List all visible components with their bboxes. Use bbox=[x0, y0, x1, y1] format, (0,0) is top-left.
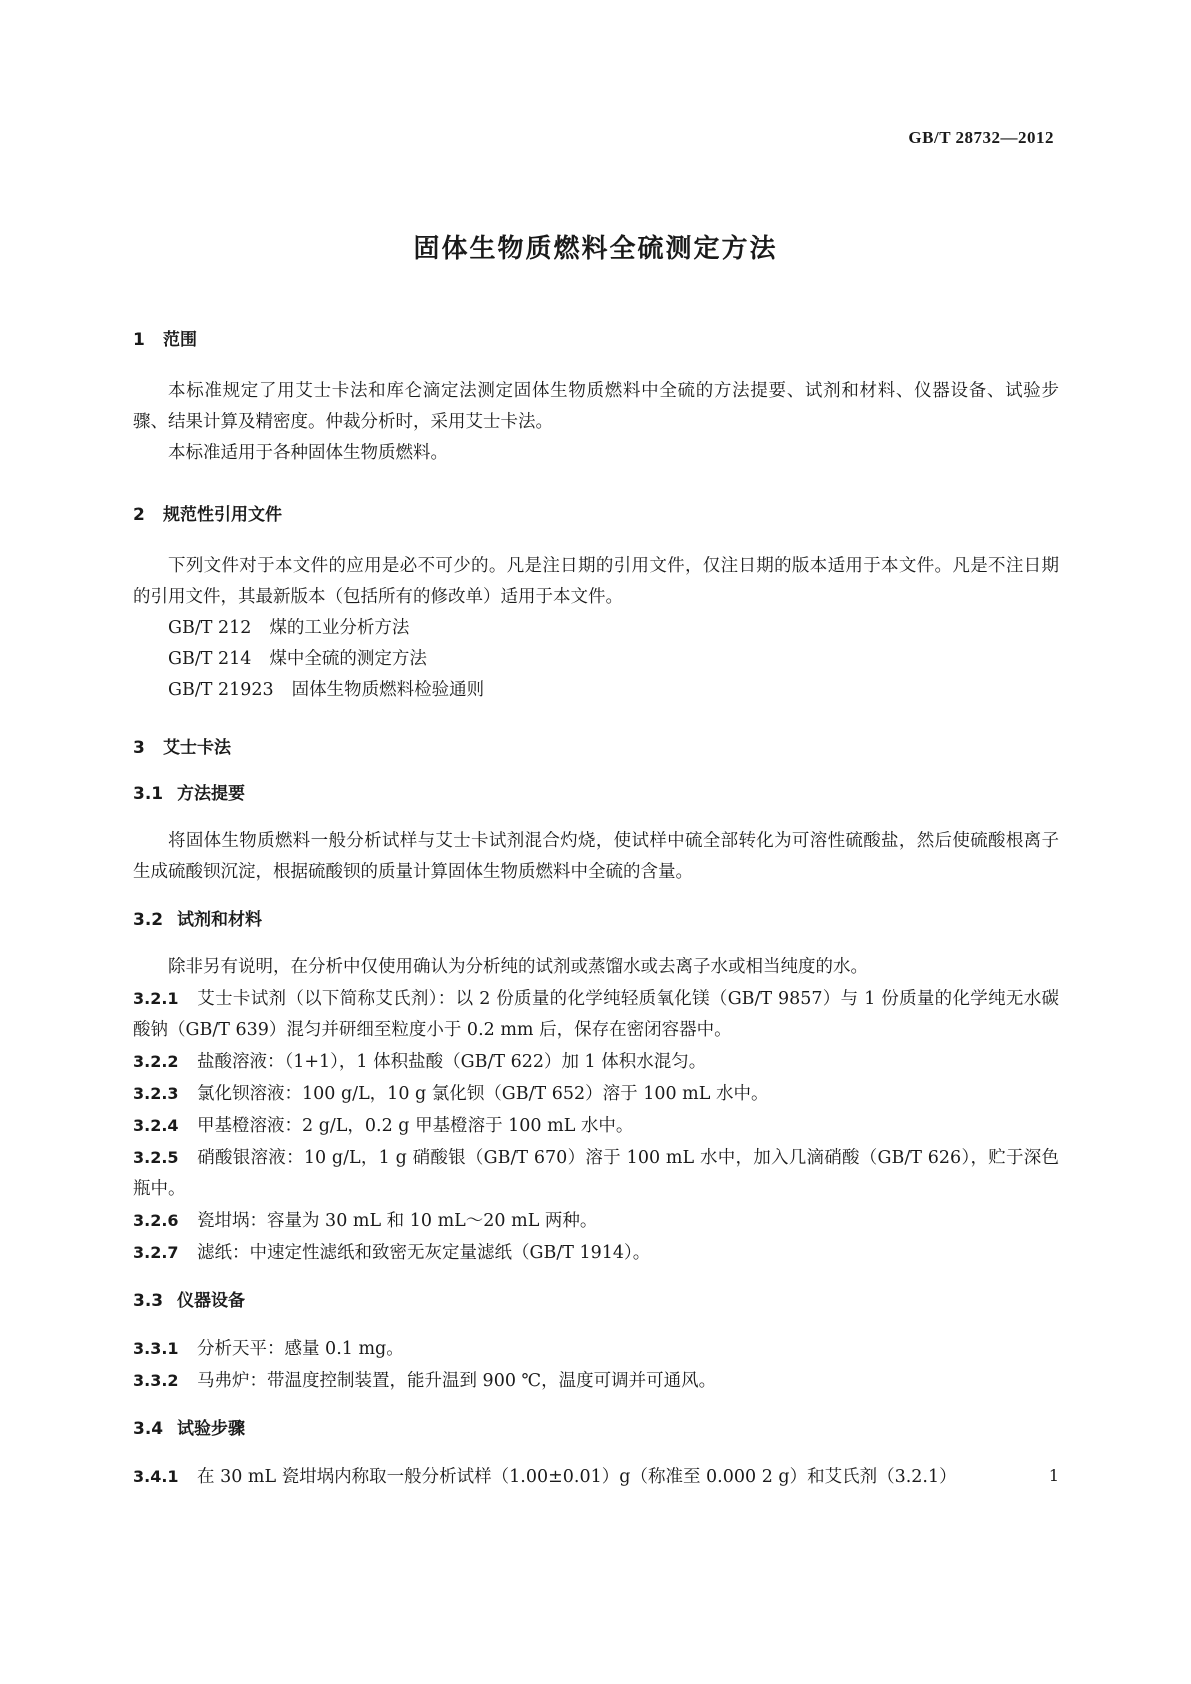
subsection-3-2-heading bbox=[133, 908, 1059, 932]
section-3-heading bbox=[133, 736, 1059, 760]
section-title: 规范性引用文件 bbox=[163, 505, 282, 525]
reference-item bbox=[133, 675, 1059, 706]
clause-number: 3.2.4 bbox=[133, 1116, 179, 1135]
clause-text: 硝酸银溶液：10 g/L，1 g 硝酸银（GB/T 670）溶于 100 mL 水中，加入几滴硝酸（GB/T 626），贮于深色瓶中。 bbox=[133, 1148, 1059, 1199]
subsection-title: 试验步骤 bbox=[177, 1419, 245, 1439]
clause-text: 氯化钡溶液：100 g/L，10 g 氯化钡（GB/T 652）溶于 100 mL 水中。 bbox=[197, 1084, 769, 1104]
clause-item bbox=[133, 1110, 1059, 1142]
clause-text: 分析天平：感量 0.1 mg。 bbox=[197, 1339, 404, 1359]
reference-title: 煤中全硫的测定方法 bbox=[269, 649, 427, 669]
reference-item bbox=[133, 613, 1059, 644]
subsection-number: 3.4 bbox=[133, 1419, 164, 1439]
clause-text: 马弗炉：带温度控制装置，能升温到 900 ℃，温度可调并可通风。 bbox=[197, 1371, 717, 1391]
subsection-3-4-heading bbox=[133, 1417, 1059, 1441]
clause-item bbox=[133, 1365, 1059, 1397]
clause-number: 3.2.7 bbox=[133, 1243, 179, 1262]
clause-item bbox=[133, 1205, 1059, 1237]
clause-number: 3.3.1 bbox=[133, 1339, 179, 1358]
paragraph: 下列文件对于本文件的应用是必不可少的。凡是注日期的引用文件，仅注日期的版本适用于本文件。凡是不注日期的引用文件，其最新版本（包括所有的修改单）适用于本文件。 bbox=[133, 556, 1059, 607]
reference-code: GB/T 212 bbox=[168, 618, 252, 638]
section-number: 3 bbox=[133, 738, 145, 758]
clause-number: 3.2.6 bbox=[133, 1211, 179, 1230]
reference-code: GB/T 21923 bbox=[168, 680, 274, 700]
clause-text: 在 30 mL 瓷坩埚内称取一般分析试样（1.00±0.01）g（称准至 0.000 2 g）和艾氏剂（3.2.1） bbox=[197, 1467, 957, 1487]
clause-number: 3.4.1 bbox=[133, 1467, 179, 1486]
clause-number: 3.2.3 bbox=[133, 1084, 179, 1103]
paragraph: 除非另有说明，在分析中仅使用确认为分析纯的试剂或蒸馏水或去离子水或相当纯度的水。 bbox=[168, 957, 868, 977]
clause-item bbox=[133, 1461, 1059, 1493]
subsection-number: 3.3 bbox=[133, 1291, 164, 1311]
section-number: 1 bbox=[133, 330, 145, 350]
clause-number: 3.2.2 bbox=[133, 1052, 179, 1071]
clause-item bbox=[133, 1333, 1059, 1365]
clause-text: 盐酸溶液：（1+1），1 体积盐酸（GB/T 622）加 1 体积水混匀。 bbox=[197, 1052, 707, 1072]
clause-text: 滤纸：中速定性滤纸和致密无灰定量滤纸（GB/T 1914）。 bbox=[197, 1243, 651, 1263]
paragraph: 将固体生物质燃料一般分析试样与艾士卡试剂混合灼烧，使试样中硫全部转化为可溶性硫酸盐，然后使硫酸根离子生成硫酸钡沉淀，根据硫酸钡的质量计算固体生物质燃料中全硫的含量。 bbox=[133, 831, 1059, 882]
clause-item bbox=[133, 1046, 1059, 1078]
document-title: 固体生物质燃料全硫测定方法 bbox=[413, 234, 778, 264]
subsection-number: 3.2 bbox=[133, 910, 164, 930]
subsection-3-1-heading bbox=[133, 782, 1059, 806]
clause-item bbox=[133, 1078, 1059, 1110]
clause-text: 艾士卡试剂（以下简称艾氏剂）：以 2 份质量的化学纯轻质氧化镁（GB/T 9857）与 1 份质量的化学纯无水碳酸钠（GB/T 639）混匀并研细至粒度小于 0.2 mm 后，保存在密闭容器中。 bbox=[133, 989, 1059, 1040]
reference-title: 煤的工业分析方法 bbox=[269, 618, 410, 638]
clause-number: 3.2.1 bbox=[133, 989, 179, 1008]
reference-title: 固体生物质燃料检验通则 bbox=[291, 680, 485, 700]
reference-code: GB/T 214 bbox=[168, 649, 252, 669]
subsection-number: 3.1 bbox=[133, 784, 164, 804]
clause-item bbox=[133, 1142, 1059, 1205]
paragraph: 本标准规定了用艾士卡法和库仑滴定法测定固体生物质燃料中全硫的方法提要、试剂和材料、仪器设备、试验步骤、结果计算及精密度。仲裁分析时，采用艾士卡法。 bbox=[133, 381, 1059, 432]
subsection-title: 方法提要 bbox=[177, 784, 245, 804]
subsection-title: 试剂和材料 bbox=[177, 910, 262, 930]
paragraph: 本标准适用于各种固体生物质燃料。 bbox=[168, 443, 448, 463]
section-number: 2 bbox=[133, 505, 145, 525]
standard-code: GB/T 28732—2012 bbox=[908, 128, 1054, 147]
section-title: 范围 bbox=[163, 330, 197, 350]
document-body bbox=[133, 328, 1059, 1493]
section-title: 艾士卡法 bbox=[163, 738, 231, 758]
clause-number: 3.3.2 bbox=[133, 1371, 179, 1390]
subsection-title: 仪器设备 bbox=[177, 1291, 245, 1311]
clause-item bbox=[133, 983, 1059, 1046]
clause-text: 甲基橙溶液：2 g/L，0.2 g 甲基橙溶于 100 mL 水中。 bbox=[197, 1116, 634, 1136]
section-2-heading bbox=[133, 503, 1059, 527]
clause-text: 瓷坩埚：容量为 30 mL 和 10 mL～20 mL 两种。 bbox=[197, 1211, 598, 1231]
reference-item bbox=[133, 644, 1059, 675]
clause-item bbox=[133, 1237, 1059, 1269]
page-number: 1 bbox=[1048, 1466, 1059, 1485]
section-1-heading bbox=[133, 328, 1059, 352]
subsection-3-3-heading bbox=[133, 1289, 1059, 1313]
clause-number: 3.2.5 bbox=[133, 1148, 179, 1167]
